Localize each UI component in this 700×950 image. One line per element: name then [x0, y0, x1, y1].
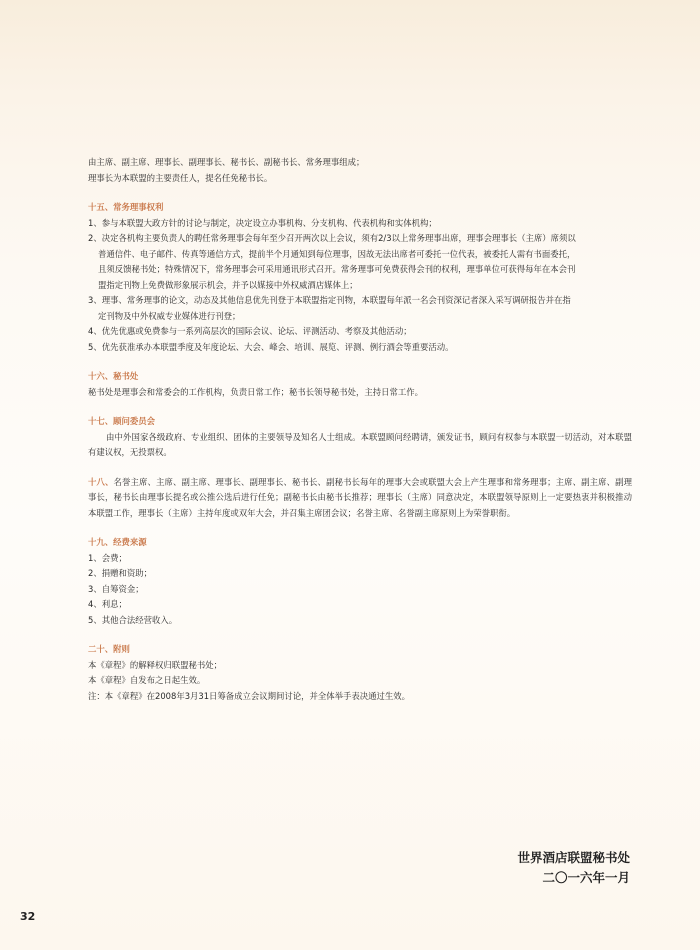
- intro-line-2: 理事长为本联盟的主要责任人，提名任免秘书长。: [88, 172, 273, 183]
- section-20-note: 注：本《章程》在2008年3月31日筹备成立会议期间讨论，并全体举手表决通过生效。: [88, 690, 411, 701]
- page-number: 32: [20, 910, 36, 923]
- section-15-item-5: 5、优先获准承办本联盟季度及年度论坛、大会、峰会、培训、展览、评测、例行酒会等重要活动。: [88, 341, 454, 352]
- section-15-item-4: 4、优先优惠或免费参与一系列高层次的国际会议、论坛、评测活动、考察及其他活动；: [88, 326, 412, 336]
- section-17-heading: 十七、顾问委员会: [88, 416, 155, 426]
- section-19-item-5: 5、其他合法经营收入。: [88, 614, 178, 625]
- section-18-paragraph: [88, 475, 632, 522]
- section-15-item-2-cont-1: 普通信件、电子邮件、传真等通信方式，提前半个月通知到每位理事，因故无法出席者可委托一位代表，被委托人需有书面委托，: [98, 248, 576, 259]
- section-15-item-3-cont: 定刊物及中外权威专业媒体进行刊登；: [98, 310, 241, 321]
- intro-line-1: 由主席、副主席、理事长、副理事长、秘书长、副秘书长、常务理事组成；: [88, 157, 365, 167]
- section-15-item-1: 1、参与本联盟大政方针的讨论与制定，决定设立办事机构、分支机构、代表机构和实体机构；: [88, 217, 437, 228]
- section-19-item-3: 3、自筹资金；: [88, 583, 144, 594]
- section-16-heading: 十六、秘书处: [88, 371, 139, 381]
- document-body: [88, 155, 632, 704]
- signature-block: [517, 848, 630, 888]
- section-20-item-2: 本《章程》自发布之日起生效。: [88, 675, 206, 685]
- section-19-heading: 十九、经费来源: [88, 537, 147, 547]
- section-19-item-4: 4、利息；: [88, 599, 127, 609]
- section-19-item-2: 2、捐赠和资助；: [88, 568, 152, 578]
- section-20-heading: 二十、附则: [88, 644, 130, 654]
- section-15-item-2-cont-2: 且须反馈秘书处；特殊情况下，常务理事会可采用通讯形式召开。常务理事可免费获得会刊的权利，理事单位可获得每年在本会刊: [98, 264, 576, 274]
- section-18-heading: 十八、: [88, 476, 114, 487]
- section-18-body: 名誉主席、主席、副主席、理事长、副理事长、秘书长、副秘书长每年的理事大会或联盟大会上产生理事和常务理事；主席、副主席、副理事长，秘书长由理事长提名或公推公选后进行任免；副秘书长由秘书长推荐；理事长（主席）同意决定，本联盟领导原则上一定要热衷并积极推动本联盟工作，理事长（主席）主持年度或双年大会，并召集主席团会议；名誉主席、名誉副主席原则上为荣誉职衔。: [88, 476, 633, 518]
- section-16-body: 秘书处是理事会和常委会的工作机构，负责日常工作；秘书长领导秘书处，主持日常工作。: [88, 386, 423, 397]
- section-15-item-3: 3、理事、常务理事的论文，动态及其他信息优先刊登于本联盟指定刊物，本联盟每年派一名会刊资深记者深入采写调研报告并在指: [88, 295, 571, 305]
- section-20-item-1: 本《章程》的解释权归联盟秘书处；: [88, 659, 222, 670]
- signature-org: 世界酒店联盟秘书处: [517, 850, 630, 865]
- section-15-item-2-cont-3: 盟指定刊物上免费做形象展示机会，并予以媒接中外权威酒店媒体上；: [98, 279, 358, 290]
- section-15-heading: 十五、常务理事权利: [88, 202, 164, 212]
- section-19-item-1: 1、会费；: [88, 552, 127, 563]
- signature-date: 二〇一六年一月: [542, 870, 630, 885]
- section-17-body: 由中外国家各级政府、专业组织、团体的主要领导及知名人士组成。本联盟顾问经聘请，颁发证书，顾问有权参与本联盟一切活动，对本联盟有建议权，无投票权。: [88, 431, 632, 457]
- section-15-item-2: 2、决定各机构主要负责人的聘任常务理事会每年至少召开两次以上会议，须有2/3以上常务理事出席，理事会理事长（主席）席须以: [88, 233, 576, 243]
